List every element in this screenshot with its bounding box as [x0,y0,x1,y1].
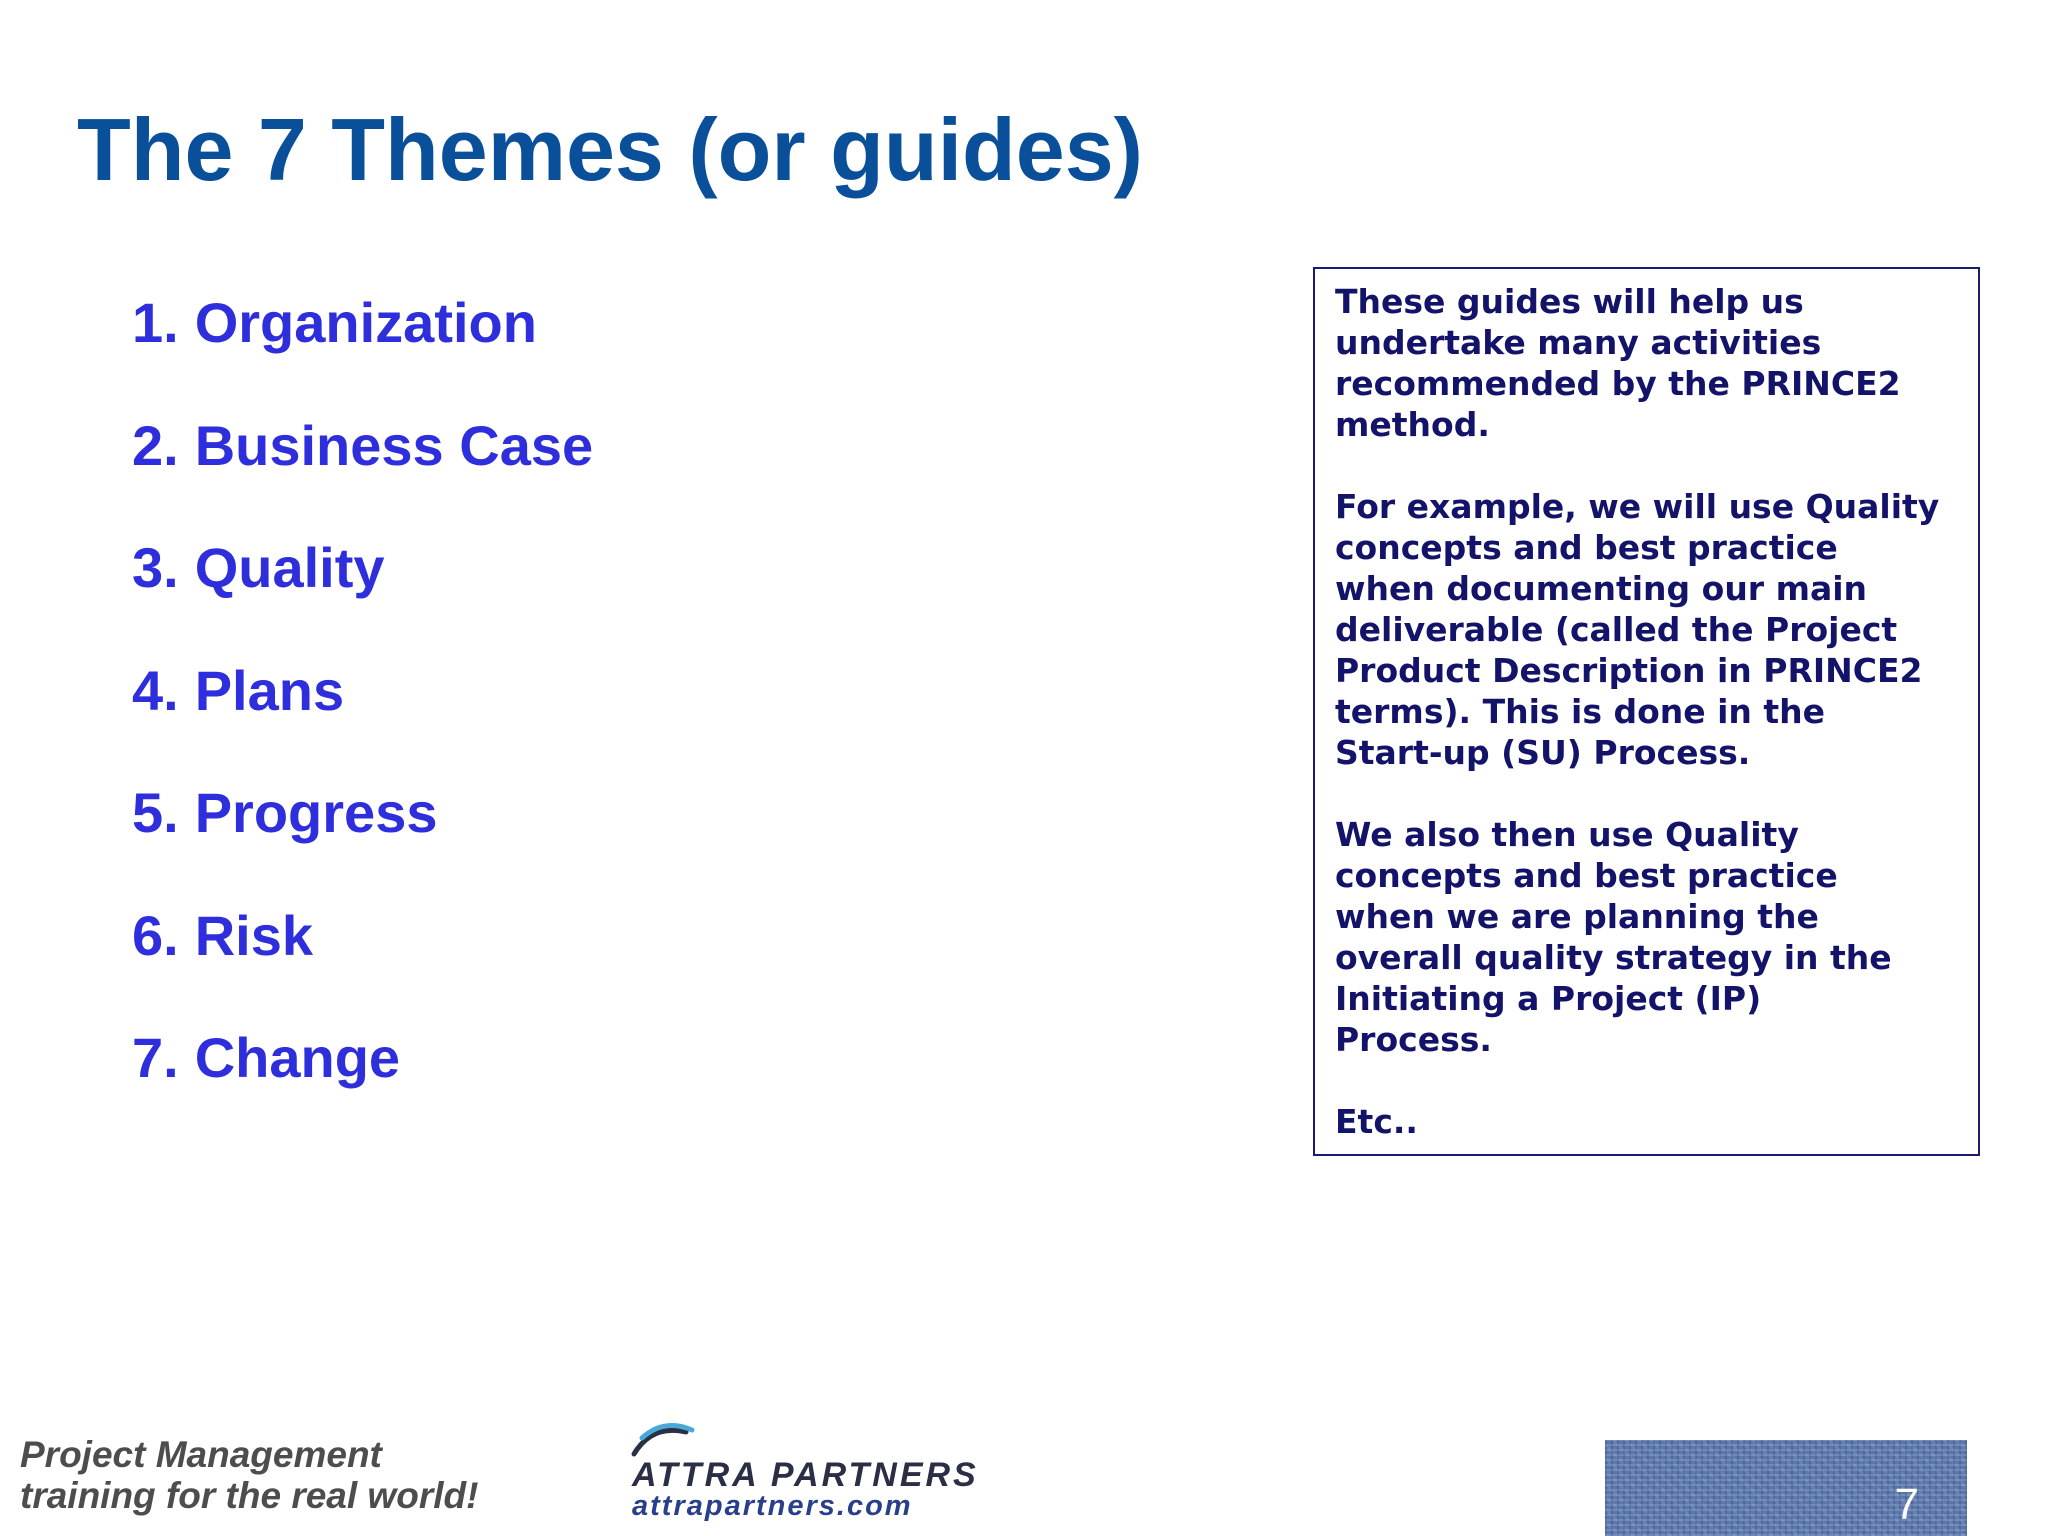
theme-list [132,290,593,1148]
theme-label: Business Case [194,413,594,477]
company-logo [630,1420,1000,1520]
theme-item [132,780,593,846]
theme-label: Change [194,1026,401,1089]
theme-number: 7. [132,1026,179,1089]
logo-arc-icon [630,1420,700,1460]
page-number-box [1605,1440,1967,1536]
theme-item [132,535,593,601]
theme-number: 5. [132,781,179,844]
theme-label: Organization [194,291,537,354]
info-box [1313,267,1980,1156]
logo-url: attrapartners.com [632,1490,913,1522]
theme-number: 3. [132,536,179,599]
slide-title: The 7 Themes (or guides) [77,100,1143,199]
page-number: 7 [1894,1480,1919,1529]
theme-number: 4. [132,658,179,722]
info-paragraph: Etc.. [1335,1102,1418,1141]
theme-item [132,413,593,479]
info-paragraph: These guides will help us undertake many activities recommended by the PRINCE2 method. [1335,282,1901,444]
theme-label: Risk [194,903,313,967]
info-paragraph: We also then use Quality concepts and best practice when we are planning the overall quality strategy in the Initiating a Project (IP) Process. [1335,815,1892,1059]
info-paragraph: For example, we will use Quality concepts and best practice when documenting our main deliverable (called the Project Product Description in PRINCE2 terms). This is done in the Start-up (SU) Process. [1335,487,1940,772]
theme-item [132,290,593,356]
theme-number: 1. [132,291,179,354]
theme-number: 6. [132,903,179,967]
theme-number: 2. [132,413,179,477]
theme-label: Quality [194,536,385,599]
footer-tagline: Project Management training for the real world! [20,1434,479,1516]
theme-item [132,903,593,969]
theme-item [132,658,593,724]
theme-label: Progress [194,781,438,844]
logo-name: ATTRA PARTNERS [632,1456,979,1494]
theme-item [132,1025,593,1091]
theme-label: Plans [194,658,345,722]
